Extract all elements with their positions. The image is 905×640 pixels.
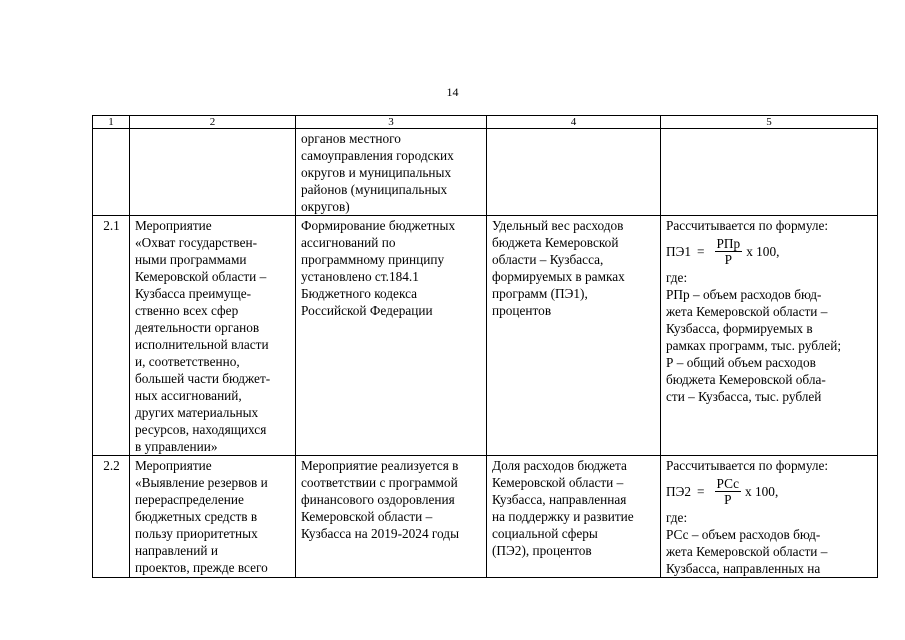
text-line: районов (муниципальных: [301, 182, 448, 197]
text-line: на поддержку и развитие: [492, 509, 634, 524]
text-line: ными программами: [135, 252, 247, 267]
text-line: Мероприятие: [135, 218, 212, 233]
cell-formula: [661, 129, 878, 216]
header-col-1: 1: [93, 116, 130, 129]
text-line: других материальных: [135, 405, 259, 420]
formula-multiplier: х 100,: [746, 244, 780, 259]
text-line: установлено ст.184.1: [301, 269, 419, 284]
text-line: деятельности органов: [135, 320, 260, 335]
text-line: РПр – объем расходов бюд-: [666, 287, 822, 302]
formula-multiplier: х 100,: [745, 484, 779, 499]
text-line: (ПЭ2), процентов: [492, 543, 592, 558]
text-line: программ (ПЭ1),: [492, 286, 588, 301]
text-line: Кемеровской области –: [492, 475, 624, 490]
cell-event: [130, 456, 296, 578]
formula-numerator: РСс: [716, 476, 740, 491]
text-line: ресурсов, находящихся: [135, 422, 267, 437]
formula-fraction: [715, 476, 742, 507]
text-line: бюджета Кемеровской: [492, 235, 619, 250]
text-line: Кемеровской области –: [301, 509, 433, 524]
text-line: Р – общий объем расходов: [666, 355, 816, 370]
text-line: Мероприятие: [135, 458, 212, 473]
formula-numerator: РПр: [716, 236, 741, 251]
text-line: ственно всех сфер: [135, 303, 239, 318]
formula-denominator: Р: [724, 252, 733, 267]
header-col-2: 2: [130, 116, 296, 129]
text-line: округов и муниципальных: [301, 165, 452, 180]
text-line: бюджетных средств в: [135, 509, 258, 524]
text-line: в управлении»: [135, 439, 218, 454]
text-line: Российской Федерации: [301, 303, 433, 318]
cell-description: [296, 129, 487, 216]
cell-indicator: [487, 129, 661, 216]
text-line: Кузбасса, направленная: [492, 492, 627, 507]
text-line: жета Кемеровской области –: [666, 544, 828, 559]
text-line: Кузбасса преимуще-: [135, 286, 252, 301]
cell-formula: [661, 456, 878, 578]
formula-intro: Рассчитывается по формуле:: [666, 218, 829, 233]
cell-event: [130, 216, 296, 456]
cell-num: 2.2: [93, 456, 130, 578]
cell-description: [296, 216, 487, 456]
text-line: Формирование бюджетных: [301, 218, 456, 233]
text-line: бюджета Кемеровской обла-: [666, 372, 826, 387]
text-line: Мероприятие реализуется в: [301, 458, 459, 473]
text-line: и, соответственно,: [135, 354, 240, 369]
text-line: исполнительной власти: [135, 337, 269, 352]
text-line: округов): [301, 199, 350, 214]
where-label: где:: [666, 510, 688, 525]
text-line: «Охват государствен-: [135, 235, 258, 250]
text-line: сти – Кузбасса, тыс. рублей: [666, 389, 822, 404]
text-line: проектов, прежде всего: [135, 560, 268, 575]
text-line: социальной сферы: [492, 526, 598, 541]
text-line: области – Кузбасса,: [492, 252, 604, 267]
text-line: Бюджетного кодекса: [301, 286, 418, 301]
table-header-row: [93, 116, 878, 129]
text-line: органов местного: [301, 131, 401, 146]
formula-lhs: ПЭ2: [666, 484, 692, 499]
header-col-5: 5: [661, 116, 878, 129]
page-number: 14: [446, 85, 459, 99]
cell-event: [130, 129, 296, 216]
cell-indicator: [487, 216, 661, 456]
text-line: рамках программ, тыс. рублей;: [666, 338, 842, 353]
table-row-continued: [93, 129, 878, 216]
text-line: соответствии с программой: [301, 475, 458, 490]
text-line: Кузбасса, направленных на: [666, 561, 821, 576]
text-line: перераспределение: [135, 492, 244, 507]
text-line: Кузбасса на 2019-2024 годы: [301, 526, 459, 541]
text-line: Кемеровской области –: [135, 269, 267, 284]
text-line: ных ассигнований,: [135, 388, 242, 403]
cell-formula: [661, 216, 878, 456]
text-line: «Выявление резервов и: [135, 475, 268, 490]
text-line: формируемых в рамках: [492, 269, 625, 284]
formula-equals: =: [697, 484, 705, 499]
text-line: жета Кемеровской области –: [666, 304, 828, 319]
header-col-4: 4: [487, 116, 661, 129]
formula: [666, 236, 873, 267]
text-line: самоуправления городских: [301, 148, 454, 163]
text-line: процентов: [492, 303, 552, 318]
table-row-2-1: [93, 216, 878, 456]
text-line: РСс – объем расходов бюд-: [666, 527, 821, 542]
text-line: Удельный вес расходов: [492, 218, 624, 233]
cell-num: 2.1: [93, 216, 130, 456]
formula: [666, 476, 873, 507]
cell-num: [93, 129, 130, 216]
text-line: программному принципу: [301, 252, 445, 267]
text-line: Кузбасса, формируемых в: [666, 321, 813, 336]
measures-table: [92, 115, 878, 578]
header-col-3: 3: [296, 116, 487, 129]
formula-fraction: [715, 236, 743, 267]
where-label: где:: [666, 270, 688, 285]
formula-equals: =: [697, 244, 705, 259]
cell-description: [296, 456, 487, 578]
text-line: Доля расходов бюджета: [492, 458, 627, 473]
table-row-2-2: [93, 456, 878, 578]
formula-denominator: Р: [724, 492, 732, 507]
text-line: финансового оздоровления: [301, 492, 455, 507]
text-line: пользу приоритетных: [135, 526, 258, 541]
text-line: ассигнований по: [301, 235, 396, 250]
cell-indicator: [487, 456, 661, 578]
text-line: большей части бюджет-: [135, 371, 271, 386]
text-line: направлений и: [135, 543, 218, 558]
formula-lhs: ПЭ1: [666, 244, 692, 259]
formula-intro: Рассчитывается по формуле:: [666, 458, 829, 473]
